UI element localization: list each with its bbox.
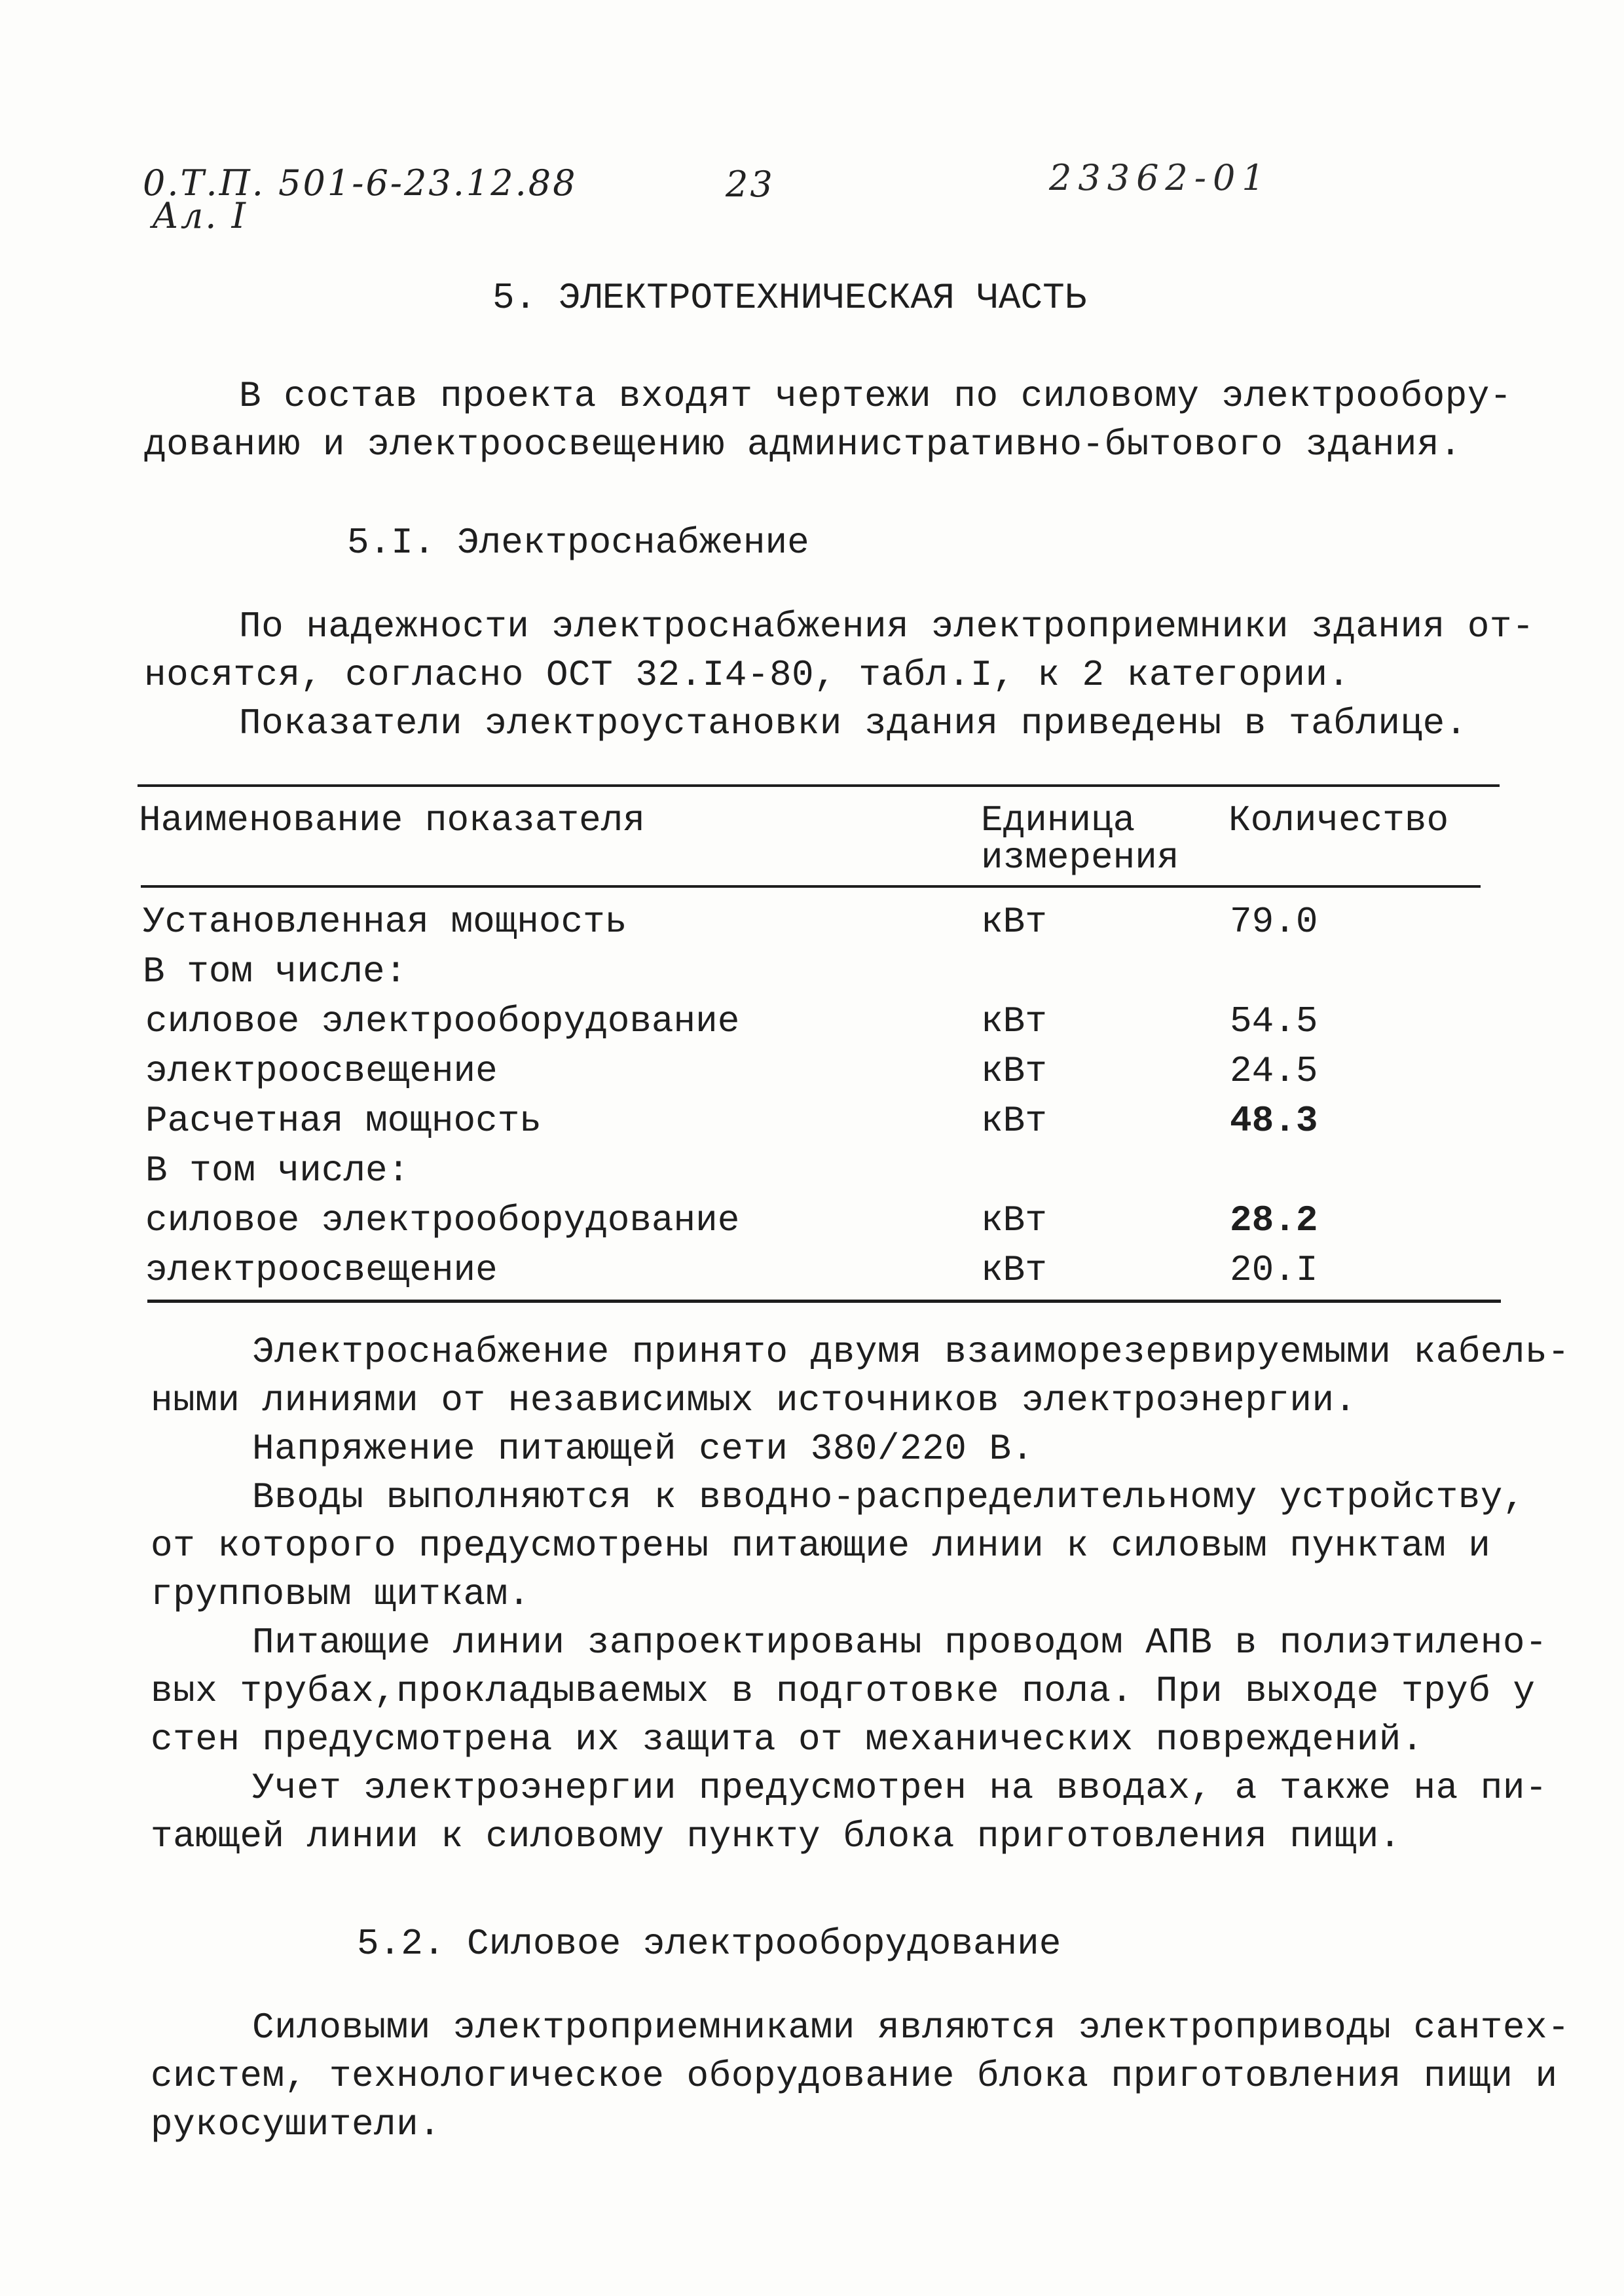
row-value: 48.3 [1230, 1100, 1318, 1142]
reliability-line-2: носятся, согласно ОСТ 32.I4-80, табл.I, к 2 категории. [144, 654, 1350, 696]
intro-line-2: дованию и электроосвещению административно-бытового здания. [144, 424, 1462, 465]
inputs-line-1: Вводы выполняются к вводно-распределительному устройству, [252, 1476, 1526, 1518]
row-name: В том числе: [145, 1150, 410, 1192]
table-header-unit-line-1: Единица [981, 799, 1135, 841]
row-value: 24.5 [1230, 1050, 1318, 1092]
metering-line-1: Учет электроэнергии предусмотрен на вводах, а также на пи- [252, 1767, 1548, 1809]
supply-line-2: ными линиями от независимых источников электроэнергии. [151, 1379, 1357, 1421]
row-value: 20.I [1230, 1249, 1318, 1291]
row-name: В том числе: [143, 951, 407, 993]
table-intro-text: Показатели электроустановки здания приведены в таблице. [239, 702, 1467, 744]
row-name: электроосвещение [145, 1249, 498, 1291]
page-number: 23 [726, 164, 775, 205]
power-line-2: систем, технологическое оборудование блока приготовления пищи и [151, 2055, 1558, 2097]
feeders-line-3: стен предусмотрена их защита от механических повреждений. [151, 1719, 1424, 1760]
row-name: электроосвещение [145, 1050, 498, 1092]
row-unit: кВт [981, 1000, 1047, 1042]
row-name: силовое электрооборудование [145, 1000, 740, 1042]
power-line-1: Силовыми электроприемниками являются электроприводы сантех- [252, 2007, 1570, 2049]
table-bottom-rule [147, 1300, 1501, 1303]
table-header-unit-line-2: измерения [981, 837, 1179, 879]
inputs-line-2: от которого предусмотрены питающие линии к силовым пунктам и [151, 1525, 1491, 1567]
inventory-number: 23362-01 [1049, 157, 1271, 198]
voltage-text: Напряжение питающей сети 380/220 В. [252, 1428, 1034, 1470]
feeders-line-2: вых трубах,прокладываемых в подготовке пола. При выходе труб у [151, 1670, 1536, 1712]
document-code: 0.Т.П. 501-6-23.12.88 [143, 162, 578, 204]
row-value: 79.0 [1230, 901, 1318, 943]
supply-line-1: Электроснабжение принято двумя взаиморезервируемыми кабель- [252, 1331, 1570, 1373]
subsection-title-2: 5.2. Силовое электрооборудование [357, 1923, 1061, 1965]
row-value: 54.5 [1230, 1000, 1318, 1042]
row-unit: кВт [981, 1050, 1047, 1092]
table-header-name: Наименование показателя [139, 799, 645, 841]
row-unit: кВт [981, 1199, 1047, 1241]
reliability-line-1: По надежности электроснабжения электроприемники здания от- [239, 606, 1535, 647]
feeders-line-1: Питающие линии запроектированы проводом АПВ в полиэтилено- [252, 1622, 1548, 1664]
intro-line-1: В состав проекта входят чертежи по силовому электрообору- [239, 375, 1513, 417]
row-unit: кВт [981, 1100, 1047, 1142]
sheet-label: Ал. I [152, 195, 248, 236]
row-value: 28.2 [1230, 1199, 1318, 1241]
metering-line-2: тающей линии к силовому пункту блока приготовления пищи. [151, 1815, 1401, 1857]
inputs-line-3: групповым щиткам. [151, 1573, 530, 1615]
power-line-3: рукосушители. [151, 2104, 441, 2145]
section-title: 5. ЭЛЕКТРОТЕХНИЧЕСКАЯ ЧАСТЬ [492, 277, 1087, 319]
row-unit: кВт [981, 901, 1047, 943]
row-name: Установленная мощность [143, 901, 627, 943]
row-name: Расчетная мощность [145, 1100, 542, 1142]
row-name: силовое электрооборудование [145, 1199, 740, 1241]
table-top-rule [138, 784, 1500, 787]
table-header-rule [141, 885, 1481, 888]
row-unit: кВт [981, 1249, 1047, 1291]
subsection-title: 5.I. Электроснабжение [347, 522, 809, 564]
table-header-quantity: Количество [1228, 799, 1449, 841]
